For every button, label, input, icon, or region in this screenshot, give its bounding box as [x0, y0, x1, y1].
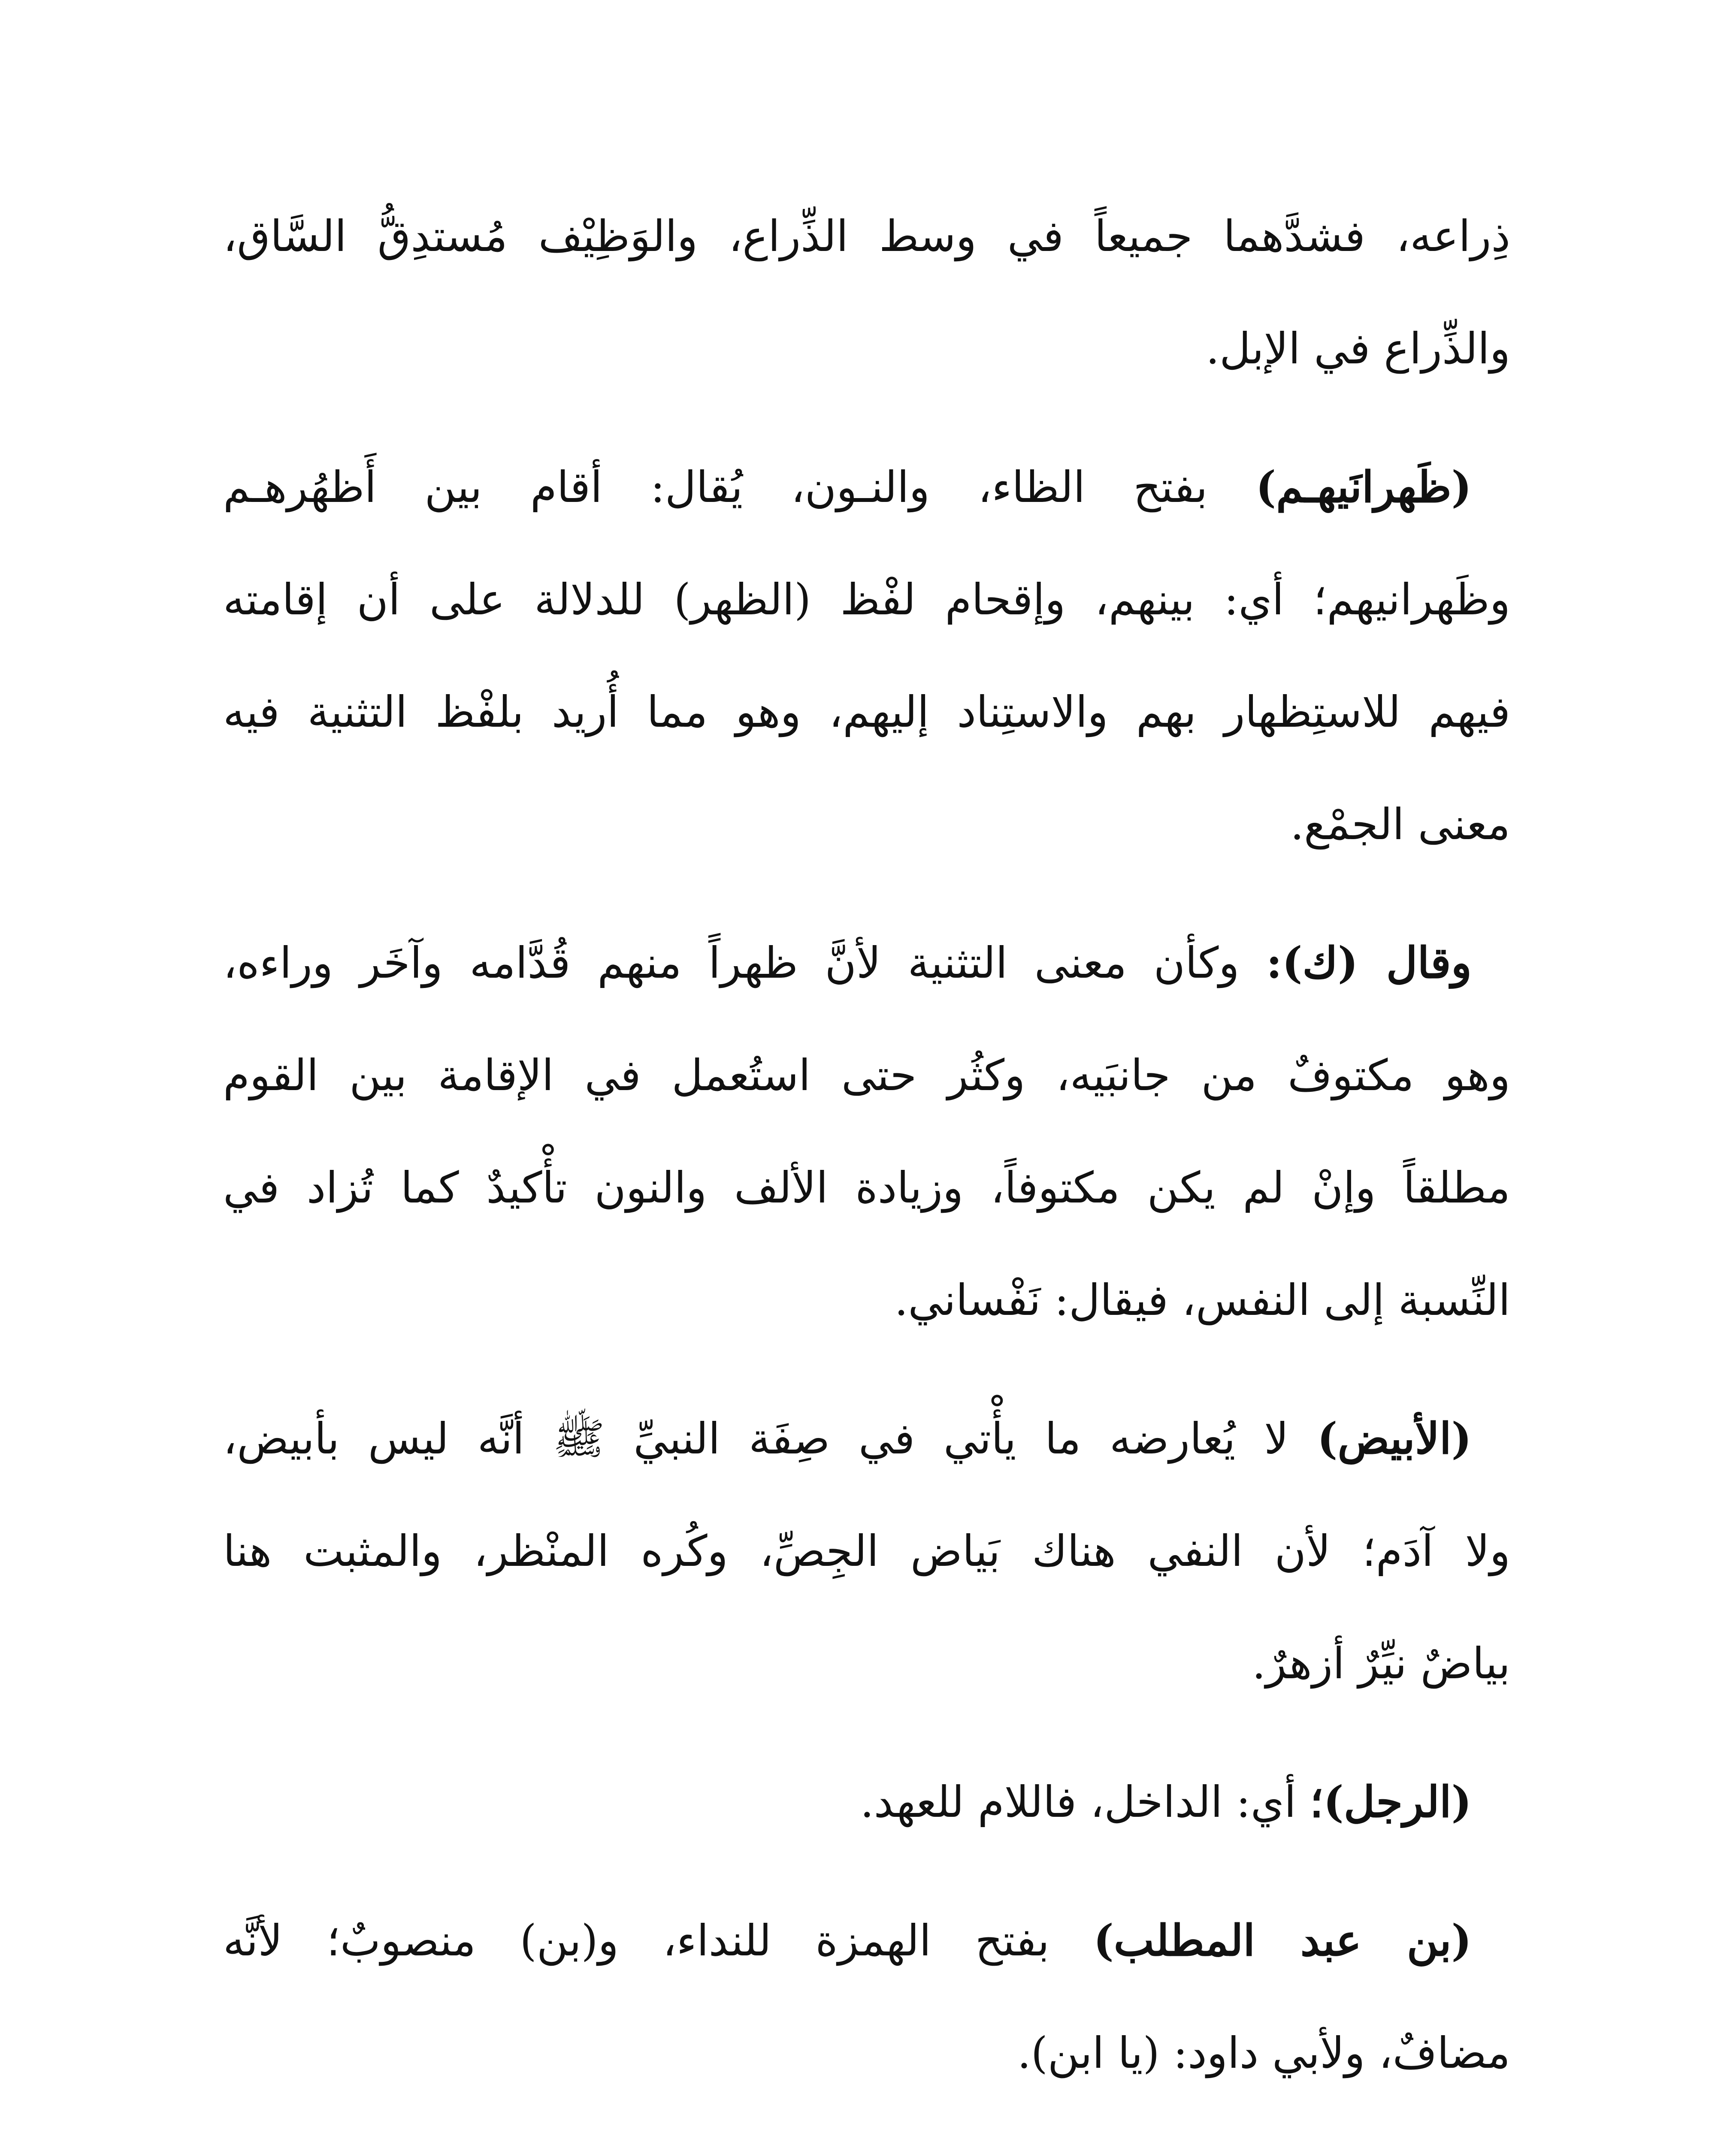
paragraph-3: [223, 906, 1510, 1356]
paragraph-line: مطلقاً وإنْ لم يكن مكتوفاً، وزيادة الألف والنون تأْكيدٌ كما تُزاد في: [223, 1163, 1510, 1213]
paragraph-lead: (الأبيض): [1317, 1413, 1472, 1464]
paragraph-line: [223, 2135, 1510, 2145]
paragraph-line: معنى الجمْع.: [1290, 799, 1510, 849]
paragraph-line: [223, 1746, 1510, 1858]
paragraph-4: [223, 1382, 1510, 1720]
paragraph-lead: (ظَهرانَيهـم): [1255, 462, 1472, 512]
paragraph-line: [223, 906, 1510, 1019]
paragraph-line-text: بفتح الظاء، والنـون، يُقال: أقام بين أَظهُرهـم: [223, 462, 1208, 512]
paragraph-5: [223, 1746, 1510, 1858]
paragraph-line: النِّسبة إلى النفس، فيقال: نَفْساني.: [894, 1275, 1510, 1325]
paragraph-line: مضافٌ، ولأبي داود: (يا ابن).: [1017, 2028, 1510, 2078]
paragraph-line: ولا آدَم؛ لأن النفي هناك بَياض الجِصِّ، وكُره المنْظر، والمثبت هنا: [223, 1526, 1510, 1576]
paragraph-line-text: لا يُعارضه ما يأْتي في صِفَة النبيِّ ﷺ أنَّه ليس بأبيض،: [223, 1414, 1289, 1464]
paragraph-line: ذِراعه، فشدَّهما جميعاً في وسط الذِّراع، والوَظِيْف مُستدِقُّ السَّاق،: [223, 211, 1510, 261]
paragraph-line: وهو مكتوفٌ من جانبَيه، وكثُر حتى استُعمل في الإقامة بين القوم: [223, 1050, 1510, 1100]
paragraph-line: فيهم للاستِظهار بهم والاستِناد إليهم، وهو مما أُريد بلفْظ التثنية فيه: [223, 687, 1510, 737]
paragraph-1: [223, 180, 1510, 405]
paragraph-line: بياضٌ نيِّرٌ أزهرٌ.: [1252, 1638, 1510, 1689]
paragraph-lead: وقال (ك):: [1266, 937, 1472, 988]
paragraph-6: [223, 1884, 1510, 2109]
paragraph-line-text: بفتح الهمزة للنداء، و(بن) منصوبٌ؛ لأنَّه: [223, 1915, 1049, 1966]
paragraph-lead: (بن عبد المطلب): [1093, 1915, 1472, 1966]
paragraph-line: [223, 1382, 1510, 1495]
paragraph-line: [223, 1884, 1510, 1997]
paragraph-lead: (الرجل)؛: [1310, 1776, 1472, 1827]
paragraph-line: وظَهرانيهم؛ أي: بينهم، وإقحام لفْظ (الظهر) للدلالة على أن إقامته: [223, 574, 1510, 625]
paragraph-line-text: وكأن معنى التثنية لأنَّ ظهراً منهم قُدَّامه وآخَر وراءه،: [223, 938, 1240, 988]
paragraph-line-text: أي: الداخل، فاللام للعهد.: [860, 1777, 1296, 1827]
paragraph-7: [223, 2135, 1510, 2145]
paragraph-line: والذِّراع في الإبل.: [1206, 323, 1510, 374]
paragraph-line: [223, 431, 1510, 544]
body-text: [223, 180, 1510, 2145]
paragraph-2: [223, 431, 1510, 881]
